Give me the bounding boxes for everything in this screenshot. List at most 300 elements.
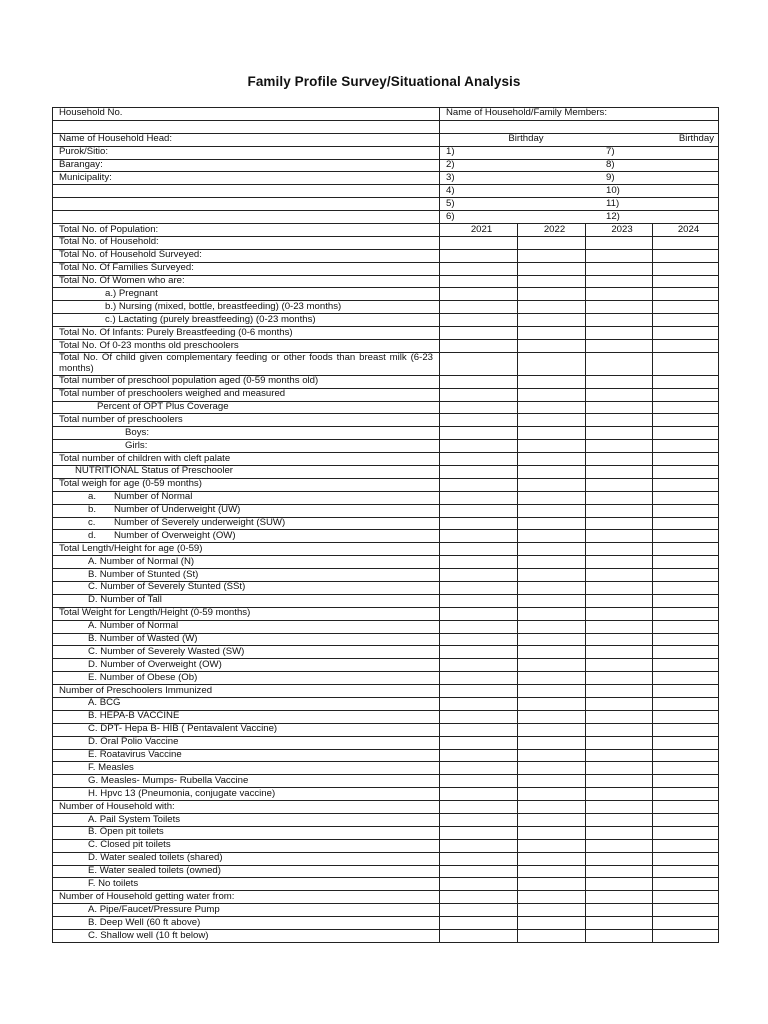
value-cell[interactable] [653,388,719,401]
value-cell[interactable] [586,401,653,414]
row-label: C. Number of Severely Wasted (SW) [53,646,440,659]
value-cell[interactable] [653,749,719,762]
value-cell[interactable] [653,620,719,633]
value-cell[interactable] [653,453,719,466]
value-cell[interactable] [518,440,586,453]
value-cell[interactable] [586,352,653,375]
value-cell[interactable] [586,275,653,288]
value-cell[interactable] [586,749,653,762]
row-marker: c. [88,517,96,529]
value-cell[interactable] [518,775,586,788]
value-cell[interactable] [653,710,719,723]
row-label: F. No toilets [53,878,440,891]
value-cell[interactable] [440,672,518,685]
value-cell[interactable] [518,388,586,401]
value-cell[interactable] [586,698,653,711]
table-row [53,775,719,788]
value-cell[interactable] [440,275,518,288]
value-cell[interactable] [586,839,653,852]
year-header: 2023 [586,224,653,237]
value-cell[interactable] [518,839,586,852]
value-cell[interactable] [653,581,719,594]
value-cell[interactable] [440,453,518,466]
value-cell[interactable] [586,878,653,891]
member-number: 1) [446,146,455,158]
value-cell[interactable] [440,930,518,943]
value-cell[interactable] [586,478,653,491]
birthday-label-left: Birthday [508,133,544,145]
value-cell[interactable] [440,736,518,749]
value-cell[interactable] [440,327,518,340]
blank-row [53,120,719,133]
value-cell[interactable] [440,401,518,414]
value-cell[interactable] [518,736,586,749]
value-cell[interactable] [653,659,719,672]
value-cell[interactable] [440,852,518,865]
value-cell[interactable] [518,878,586,891]
survey-table [52,107,719,943]
value-cell[interactable] [518,288,586,301]
table-row [53,698,719,711]
value-cell[interactable] [518,262,586,275]
value-cell[interactable] [586,375,653,388]
value-cell[interactable] [653,288,719,301]
value-cell[interactable] [653,607,719,620]
table-row [53,878,719,891]
blank-cell [53,211,440,224]
value-cell[interactable] [586,646,653,659]
value-cell[interactable] [586,327,653,340]
value-cell[interactable] [518,672,586,685]
row-marker: b. [88,504,97,516]
value-cell[interactable] [518,352,586,375]
table-row [53,633,719,646]
value-cell[interactable] [518,930,586,943]
value-cell[interactable] [653,723,719,736]
value-cell[interactable] [653,736,719,749]
value-cell[interactable] [440,414,518,427]
row-label: B. Number of Stunted (St) [53,569,440,582]
row-label: C. Number of Severely Stunted (SSt) [53,581,440,594]
value-cell[interactable] [518,517,586,530]
value-cell[interactable] [440,865,518,878]
value-cell[interactable] [653,314,719,327]
value-cell[interactable] [440,465,518,478]
value-cell[interactable] [653,491,719,504]
value-cell[interactable] [586,762,653,775]
value-cell[interactable] [586,530,653,543]
row-label-text: Number of Overweight (OW) [114,529,236,541]
value-cell[interactable] [440,594,518,607]
value-cell[interactable] [518,659,586,672]
value-cell[interactable] [518,543,586,556]
table-row [53,891,719,904]
value-cell[interactable] [440,710,518,723]
value-cell[interactable] [440,826,518,839]
value-cell[interactable] [440,581,518,594]
table-row [53,465,719,478]
value-cell[interactable] [586,388,653,401]
value-cell[interactable] [653,826,719,839]
table-row [53,249,719,262]
value-cell[interactable] [586,620,653,633]
value-cell[interactable] [586,440,653,453]
table-row [53,340,719,353]
value-cell[interactable] [440,775,518,788]
value-cell[interactable] [653,865,719,878]
value-cell[interactable] [586,301,653,314]
value-cell[interactable] [586,581,653,594]
value-cell[interactable] [653,530,719,543]
value-cell[interactable] [653,698,719,711]
value-cell[interactable] [440,314,518,327]
value-cell[interactable] [518,620,586,633]
value-cell[interactable] [440,749,518,762]
member-number: 6) [446,210,455,222]
value-cell[interactable] [518,594,586,607]
municipality-label: Municipality: [53,172,440,185]
value-cell[interactable] [586,465,653,478]
value-cell[interactable] [653,775,719,788]
value-cell[interactable] [518,556,586,569]
row-label: D. Number of Overweight (OW) [53,659,440,672]
value-cell[interactable] [440,478,518,491]
table-row [53,478,719,491]
value-cell[interactable] [440,878,518,891]
value-cell[interactable] [440,801,518,814]
table-row [53,788,719,801]
value-cell[interactable] [440,788,518,801]
row-label: Total No. Of Infants: Purely Breastfeeding (0-6 months) [53,327,440,340]
value-cell[interactable] [586,262,653,275]
value-cell[interactable] [653,275,719,288]
value-cell[interactable] [653,801,719,814]
table-row [53,736,719,749]
value-cell[interactable] [518,340,586,353]
table-row [53,288,719,301]
value-cell[interactable] [440,659,518,672]
value-cell[interactable] [653,414,719,427]
table-row [53,917,719,930]
value-cell[interactable] [653,478,719,491]
value-cell[interactable] [518,891,586,904]
value-cell[interactable] [518,401,586,414]
member-number: 9) [606,171,615,183]
row-label: b.) Nursing (mixed, bottle, breastfeeding) (0-23 months) [53,301,440,314]
value-cell[interactable] [653,917,719,930]
table-row [53,453,719,466]
table-row [53,440,719,453]
value-cell[interactable] [518,465,586,478]
value-cell[interactable] [586,249,653,262]
value-cell[interactable] [440,762,518,775]
value-cell[interactable] [653,262,719,275]
value-cell[interactable] [586,453,653,466]
value-cell[interactable] [653,504,719,517]
member-row [53,172,719,185]
table-row [53,504,719,517]
table-row [53,414,719,427]
row-label: E. Number of Obese (Ob) [53,672,440,685]
value-cell[interactable] [586,491,653,504]
value-cell[interactable] [586,904,653,917]
value-cell[interactable] [586,543,653,556]
header-row [53,108,719,121]
value-cell[interactable] [440,556,518,569]
value-cell[interactable] [586,788,653,801]
value-cell[interactable] [440,569,518,582]
table-row [53,543,719,556]
value-cell[interactable] [653,839,719,852]
row-label: Total number of preschoolers weighed and measured [53,388,440,401]
value-cell[interactable] [440,427,518,440]
row-label-text: Number of Underweight (UW) [114,504,241,516]
value-cell[interactable] [653,440,719,453]
row-label-text: Number of Normal [114,491,193,503]
value-cell[interactable] [440,607,518,620]
value-cell[interactable] [518,607,586,620]
value-cell[interactable] [586,607,653,620]
value-cell[interactable] [653,891,719,904]
member-number: 5) [446,197,455,209]
value-cell[interactable] [518,826,586,839]
value-cell[interactable] [586,814,653,827]
household-head-label: Name of Household Head: [53,133,440,146]
value-cell[interactable] [586,710,653,723]
value-cell[interactable] [518,762,586,775]
value-cell[interactable] [518,646,586,659]
row-label [53,517,440,530]
value-cell[interactable] [653,788,719,801]
value-cell[interactable] [440,698,518,711]
table-row [53,749,719,762]
value-cell[interactable] [518,236,586,249]
value-cell[interactable] [440,543,518,556]
value-cell[interactable] [518,478,586,491]
value-cell[interactable] [440,917,518,930]
value-cell[interactable] [653,646,719,659]
value-cell[interactable] [653,878,719,891]
row-label: A. BCG [53,698,440,711]
value-cell[interactable] [440,388,518,401]
value-cell[interactable] [586,340,653,353]
value-cell[interactable] [653,556,719,569]
value-cell[interactable] [653,340,719,353]
table-row [53,607,719,620]
value-cell[interactable] [440,685,518,698]
purok-label: Purok/Sitio: [53,146,440,159]
table-row [53,262,719,275]
value-cell[interactable] [518,788,586,801]
value-cell[interactable] [440,249,518,262]
member-number: 7) [606,146,615,158]
value-cell[interactable] [518,453,586,466]
value-cell[interactable] [586,865,653,878]
value-cell[interactable] [518,852,586,865]
birthday-label-right: Birthday [678,133,715,145]
value-cell[interactable] [653,569,719,582]
value-cell[interactable] [586,801,653,814]
table-row [53,301,719,314]
value-cell[interactable] [518,865,586,878]
value-cell[interactable] [518,801,586,814]
value-cell[interactable] [440,236,518,249]
value-cell[interactable] [586,556,653,569]
table-row [53,236,719,249]
value-cell[interactable] [586,633,653,646]
value-cell[interactable] [586,672,653,685]
row-label: E. Roatavirus Vaccine [53,749,440,762]
row-label: Boys: [53,427,440,440]
row-label: Girls: [53,440,440,453]
value-cell[interactable] [440,839,518,852]
value-cell[interactable] [586,917,653,930]
value-cell[interactable] [653,465,719,478]
table-row [53,904,719,917]
row-label: Total No. of Population: [53,224,440,237]
value-cell[interactable] [586,723,653,736]
row-label: Total No. of Household Surveyed: [53,249,440,262]
value-cell[interactable] [440,352,518,375]
value-cell[interactable] [518,814,586,827]
value-cell[interactable] [440,262,518,275]
value-cell[interactable] [653,633,719,646]
value-cell[interactable] [586,775,653,788]
table-row [53,646,719,659]
value-cell[interactable] [440,301,518,314]
value-cell[interactable] [518,749,586,762]
row-label [53,491,440,504]
value-cell[interactable] [518,327,586,340]
value-cell[interactable] [518,427,586,440]
value-cell[interactable] [653,543,719,556]
value-cell[interactable] [518,685,586,698]
table-row [53,685,719,698]
table-row [53,826,719,839]
value-cell[interactable] [518,414,586,427]
value-cell[interactable] [653,249,719,262]
member-row [53,198,719,211]
value-cell[interactable] [653,685,719,698]
value-cell[interactable] [586,736,653,749]
value-cell[interactable] [440,904,518,917]
table-row [53,865,719,878]
household-no-field[interactable] [53,120,440,133]
value-cell[interactable] [518,314,586,327]
value-cell[interactable] [440,633,518,646]
value-cell[interactable] [586,594,653,607]
barangay-label: Barangay: [53,159,440,172]
value-cell[interactable] [586,504,653,517]
row-label: C. Closed pit toilets [53,839,440,852]
value-cell[interactable] [518,633,586,646]
value-cell[interactable] [440,620,518,633]
row-label: C. Shallow well (10 ft below) [53,930,440,943]
value-cell[interactable] [518,301,586,314]
value-cell[interactable] [586,427,653,440]
value-cell[interactable] [653,301,719,314]
value-cell[interactable] [518,491,586,504]
value-cell[interactable] [586,314,653,327]
value-cell[interactable] [440,814,518,827]
value-cell[interactable] [518,723,586,736]
value-cell[interactable] [518,504,586,517]
value-cell[interactable] [440,375,518,388]
value-cell[interactable] [586,414,653,427]
value-cell[interactable] [653,672,719,685]
value-cell[interactable] [653,517,719,530]
value-cell[interactable] [653,236,719,249]
value-cell[interactable] [653,327,719,340]
value-cell[interactable] [440,646,518,659]
value-cell[interactable] [586,685,653,698]
value-cell[interactable] [586,236,653,249]
value-cell[interactable] [653,352,719,375]
value-cell[interactable] [586,852,653,865]
value-cell[interactable] [653,762,719,775]
value-cell[interactable] [653,904,719,917]
value-cell[interactable] [586,569,653,582]
value-cell[interactable] [440,491,518,504]
value-cell[interactable] [518,569,586,582]
value-cell[interactable] [440,530,518,543]
value-cell[interactable] [653,427,719,440]
value-cell[interactable] [586,891,653,904]
value-cell[interactable] [518,698,586,711]
value-cell[interactable] [518,375,586,388]
value-cell[interactable] [653,401,719,414]
value-cell[interactable] [518,904,586,917]
value-cell[interactable] [653,375,719,388]
row-label: Total No. of Household: [53,236,440,249]
value-cell[interactable] [586,659,653,672]
value-cell[interactable] [586,930,653,943]
value-cell[interactable] [440,517,518,530]
value-cell[interactable] [586,288,653,301]
value-cell[interactable] [440,891,518,904]
value-cell[interactable] [518,581,586,594]
row-label: A. Pail System Toilets [53,814,440,827]
value-cell[interactable] [586,826,653,839]
value-cell[interactable] [518,249,586,262]
value-cell[interactable] [518,710,586,723]
row-label: Total Length/Height for age (0-59) [53,543,440,556]
table-row [53,569,719,582]
table-row [53,275,719,288]
value-cell[interactable] [440,440,518,453]
value-cell[interactable] [653,814,719,827]
value-cell[interactable] [440,288,518,301]
value-cell[interactable] [518,917,586,930]
value-cell[interactable] [440,340,518,353]
member-number: 10) [606,184,620,196]
row-label: c.) Lactating (purely breastfeeding) (0-23 months) [53,314,440,327]
table-row [53,814,719,827]
value-cell[interactable] [440,723,518,736]
value-cell[interactable] [653,930,719,943]
value-cell[interactable] [653,594,719,607]
value-cell[interactable] [440,504,518,517]
table-row [53,672,719,685]
row-label: Number of Household getting water from: [53,891,440,904]
value-cell[interactable] [518,275,586,288]
value-cell[interactable] [653,852,719,865]
row-label: B. HEPA-B VACCINE [53,710,440,723]
row-label: A. Pipe/Faucet/Pressure Pump [53,904,440,917]
table-row [53,401,719,414]
value-cell[interactable] [586,517,653,530]
value-cell[interactable] [518,530,586,543]
